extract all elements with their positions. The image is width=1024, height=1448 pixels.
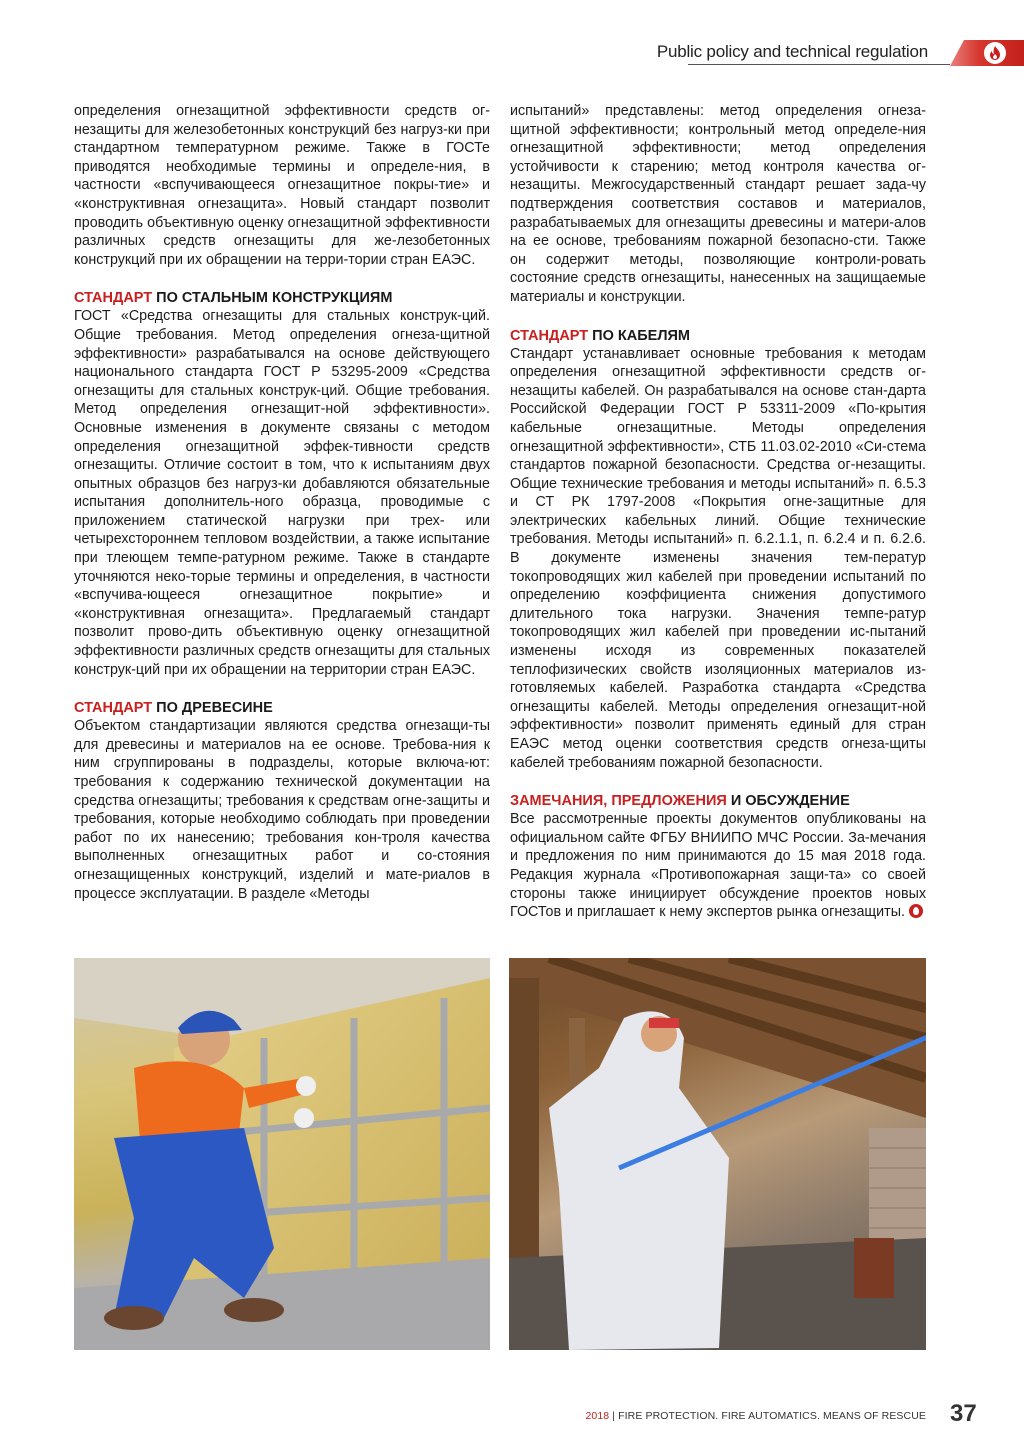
footer-year: 2018 xyxy=(585,1410,610,1422)
heading-accent: СТАНДАРТ xyxy=(74,700,153,717)
heading-accent: ЗАМЕЧАНИЯ, ПРЕДЛОЖЕНИЯ xyxy=(510,793,727,810)
header-rule xyxy=(688,64,950,65)
paragraph-text: Все рассмотренные проекты документов опубликованы на официальном сайте ФГБУ ВНИИПО МЧС России. За-мечания и предложения по ним принимаются до 15 мая 2018 года. Редакция журнала «Противопожарная защи-та» со своей стороны также инициирует обсуждение проектов новых ГОСТов и приглашает к нему экспертов рынка огнезащиты. xyxy=(510,811,926,921)
paragraph: определения огнезащитной эффективности средств ог-незащиты для железобетонных конструкций без нагруз-ки при стандартном температурном режиме. Также в ГОСТе приводятся необходимые термины и определе-ния, в частности «вспучивающееся огнезащитное покры-тие» и «конструктивная огнезащита». Новый стандарт позволит проводить объективную оценку огнезащитной эффективности различных средств огнезащиты для же-лезобетонных конструкций при их обращении на терри-тории стран ЕАЭС. xyxy=(74,103,490,268)
section-heading-cables xyxy=(510,327,926,345)
heading-rest: И ОБСУЖДЕНИЕ xyxy=(726,793,850,810)
header-tab xyxy=(950,40,1024,66)
paragraph xyxy=(510,810,926,922)
running-footer xyxy=(585,1410,926,1422)
paragraph: испытаний» представлены: метод определения огнеза-щитной эффективности; контрольный метод определе-ния огнезащитной эффективности; метод определения устойчивости к старению; метод контроля качества ог-незащиты. Межгосударственный стандарт решает зада-чу подтверждения соответствия составов и материалов, разрабатываемых для огнезащиты древесины и матери-алов на ее основе, требованиям пожарной безопасно-сти. Также он содержит методы, позволяющие контроли-ровать состояние средств огнезащиты, нанесенных на защищаемые материалы и конструкции. xyxy=(510,103,926,305)
flame-icon xyxy=(984,42,1006,64)
right-column xyxy=(510,102,926,922)
left-column xyxy=(74,102,490,903)
footer-separator: | xyxy=(609,1410,619,1422)
heading-rest: ПО СТАЛЬНЫМ КОНСТРУКЦИЯМ xyxy=(152,290,393,307)
section-heading-wood xyxy=(74,699,490,717)
page-number: 37 xyxy=(950,1400,977,1427)
heading-rest: ПО ДРЕВЕСИНЕ xyxy=(152,700,273,717)
paragraph: ГОСТ «Средства огнезащиты для стальных конструк-ций. Общие требования. Метод определения огнеза-щитной эффективности» разрабатывался на основе действующего национального стандарта ГОСТ Р 53295-2009 «Средства огнезащиты для стальных конструк-ций. Общие требования. Метод определения огнезащит-ной эффективности». Основные изменения в документе связаны с методом определения огнезащитной эффек-тивности средств огнезащиты. Отличие состоит в том, что к испытаниям двух опытных образцов без нагруз-ки добавляются обязательные испытания дополнитель-ного образца, проводимые с приложением статической нагрузки при трех- или четырехстороннем тепловом воздействии, а также испытание при тлеющем темпе-ратурном режиме. Также в стандарте уточняются неко-торые термины и определения, в частности «вспучива-ющееся огнезащитное покрытие» и «конструктивная огнезащита». Предлагаемый стандарт позволит прово-дить объективную оценку огнезащитной эффективности различных средств огнезащиты для стальных конструк-ций при их обращении на территории стран ЕАЭС. xyxy=(74,308,490,678)
heading-accent: СТАНДАРТ xyxy=(74,290,153,307)
heading-rest: ПО КАБЕЛЯМ xyxy=(588,327,690,344)
photo-attic-spraying xyxy=(509,958,926,1350)
end-of-article-icon xyxy=(909,904,923,918)
section-heading-comments xyxy=(510,792,926,810)
paragraph: Объектом стандартизации являются средства огнезащи-ты для древесины и материалов на ее основе. Требова-ния к ним сгруппированы в подразделы, которые включа-ют: требования к содержанию технической документации на средства огнезащиты; требования к средствам огне-защиты и требования, которые необходимо соблюдать при проведении работ по их нанесению; требования кон-троля качества выполненных огнезащитных работ и со-стояния огнезащищенных конструкций, изделий и мате-риалов в процессе эксплуатации. В разделе «Методы xyxy=(74,718,490,902)
section-title: Public policy and technical regulation xyxy=(656,42,928,61)
paragraph: Стандарт устанавливает основные требования к методам определения огнезащитной эффективности средств ог-незащиты кабелей. Он разрабатывался на основе стан-дарта Российской Федерации ГОСТ Р 53311-2009 «По-крытия кабельные огнезащитные. Методы определения огнезащитной эффективности», СТБ 11.03.02-2010 «Си-стема стандартов пожарной безопасности. Средства ог-незащиты. Общие технические требования и методы испытаний» п. 6.5.3 и СТ РК 1797-2008 «Покрытия огне-защитные для электрических кабельных линий. Общие технические требования. Методы испытаний» п. 6.2.1.1, п. 6.2.4 и п. 6.2.6. В документе изменены значения тем-ператур токопроводящих жил кабелей при проведении испытаний по определению коэффициента снижения допустимого длительного тока нагрузки. Значения темпе-ратур токопроводящих жил кабелей при проведении ис-пытаний изменены исходя из современных показателей теплофизических свойств изоляционных материалов из-готовляемых кабелей. Разработка стандарта «Средства огнезащиты кабелей. Методы определения огнезащит-ной эффективности» позволит применять единый для стран ЕАЭС метод оценки соответствия средств огнеза-щиты кабелей требованиям пожарной безопасности. xyxy=(510,345,926,771)
footer-journal: FIRE PROTECTION. FIRE AUTOMATICS. MEANS OF RESCUE xyxy=(618,1410,926,1422)
section-heading-steel xyxy=(74,289,490,307)
photo-insulation-worker xyxy=(74,958,490,1350)
heading-accent: СТАНДАРТ xyxy=(510,327,589,344)
